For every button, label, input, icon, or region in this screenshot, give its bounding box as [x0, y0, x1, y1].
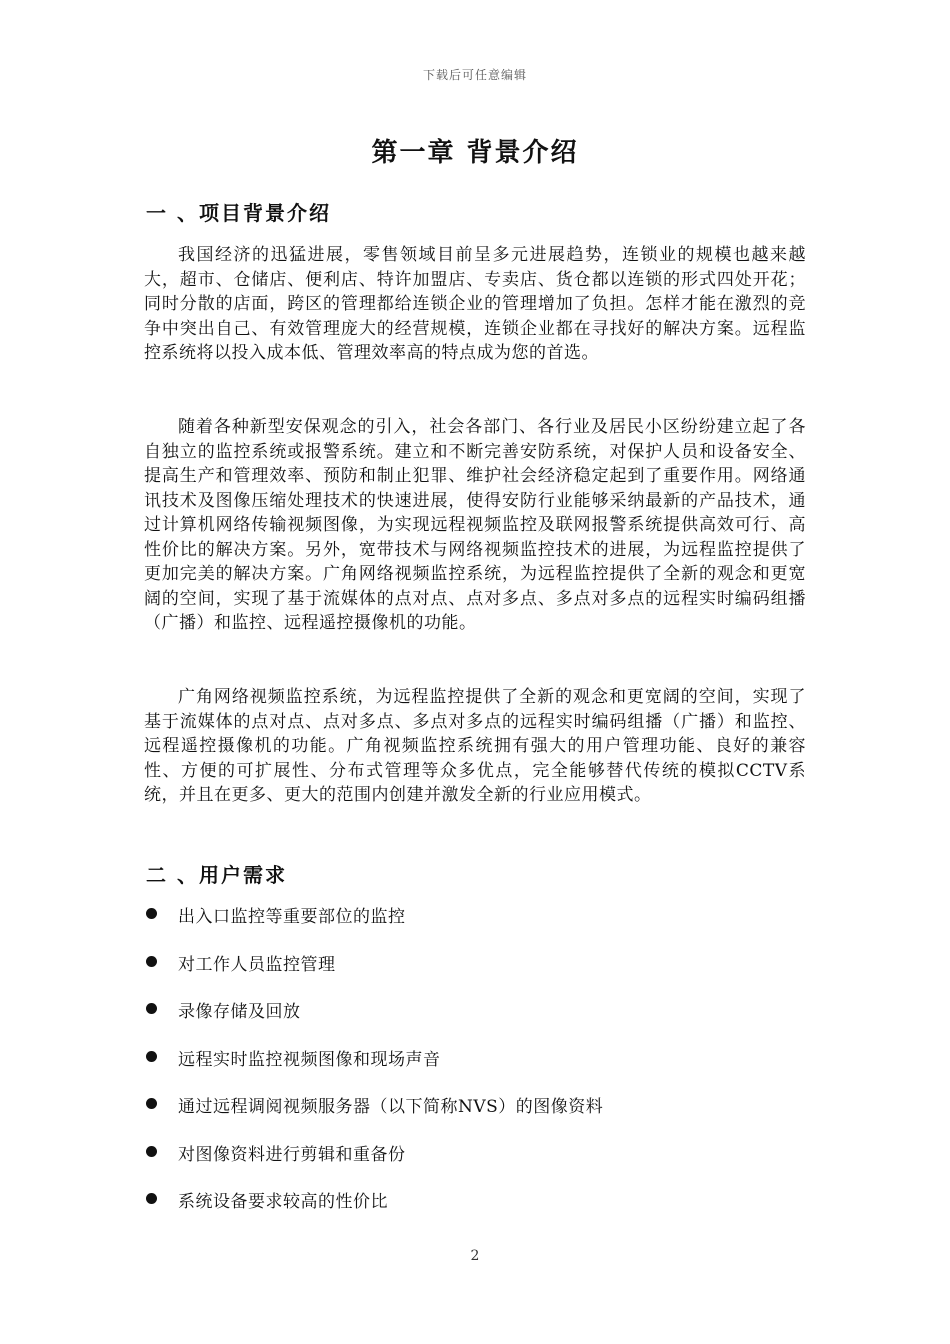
paragraph-2: 随着各种新型安保观念的引入，社会各部门、各行业及居民小区纷纷建立起了各自独立的监控系统或报警系统。建立和不断完善安防系统，对保护人员和设备安全、提高生产和管理效率、预防和制止犯罪、维护社会经济稳定起到了重要作用。网络通讯技术及图像压缩处理技术的快速进展，使得安防行业能够采纳最新的产品技术，通过计算机网络传输视频图像，为实现远程视频监控及联网报警系统提供高效可行、高性价比的解决方案。另外，宽带技术与网络视频监控技术的进展，为远程监控提供了更加完美的解决方案。广角网络视频监控系统，为远程监控提供了全新的观念和更宽阔的空间，实现了基于流媒体的点对点、点对多点、多点对多点的远程实时编码组播（广播）和监控、远程遥控摄像机的功能。 — [144, 417, 806, 633]
page-header-note: 下载后可任意编辑 — [422, 68, 527, 82]
chapter-title: 第一章 背景介绍 — [371, 138, 579, 168]
list-item — [146, 902, 806, 950]
page-number: 2 — [470, 1248, 480, 1264]
list-item-text: 对工作人员监控管理 — [178, 954, 336, 975]
section-heading-user-requirements: 二 、用户需求 — [146, 863, 287, 887]
section-heading-background: 一 、项目背景介绍 — [146, 201, 331, 225]
list-item-text: 录像存储及回放 — [178, 1002, 301, 1022]
bullet-icon — [146, 1193, 157, 1204]
list-item — [146, 950, 806, 998]
list-item — [146, 1092, 806, 1140]
paragraph-3: 广角网络视频监控系统，为远程监控提供了全新的观念和更宽阔的空间，实现了基于流媒体的点对点、点对多点、多点对多点的远程实时编码组播（广播）和监控、远程遥控摄像机的功能。广角视频监控系统拥有强大的用户管理功能、良好的兼容性、方便的可扩展性、分布式管理等众多优点，完全能够替代传统的模拟CCTV系统，并且在更多、更大的范围内创建并激发全新的行业应用模式。 — [144, 687, 806, 805]
paragraph-1: 我国经济的迅猛进展，零售领域目前呈多元进展趋势，连锁业的规模也越来越大，超市、仓储店、便利店、特许加盟店、专卖店、货仓都以连锁的形式四处开花；同时分散的店面，跨区的管理都给连锁企业的管理增加了负担。怎样才能在激烈的竞争中突出自己、有效管理庞大的经营规模，连锁企业都在寻找好的解决方案。远程监控系统将以投入成本低、管理效率高的特点成为您的首选。 — [144, 245, 806, 363]
bullet-icon — [146, 1051, 157, 1062]
list-item — [146, 1187, 806, 1235]
list-item — [146, 1140, 806, 1188]
list-item — [146, 997, 806, 1045]
list-item-text: 对图像资料进行剪辑和重备份 — [178, 1144, 406, 1165]
list-item — [146, 1045, 806, 1093]
list-item-text: 出入口监控等重要部位的监控 — [178, 907, 406, 927]
bullet-icon — [146, 908, 157, 919]
bullet-icon — [146, 1003, 157, 1014]
bullet-icon — [146, 1146, 157, 1157]
list-item-text: 远程实时监控视频图像和现场声音 — [178, 1049, 441, 1070]
requirements-list — [146, 902, 806, 1235]
bullet-icon — [146, 1098, 157, 1109]
list-item-text: 通过远程调阅视频服务器（以下简称NVS）的图像资料 — [178, 1097, 604, 1117]
list-item-text: 系统设备要求较高的性价比 — [178, 1192, 388, 1212]
bullet-icon — [146, 956, 157, 967]
